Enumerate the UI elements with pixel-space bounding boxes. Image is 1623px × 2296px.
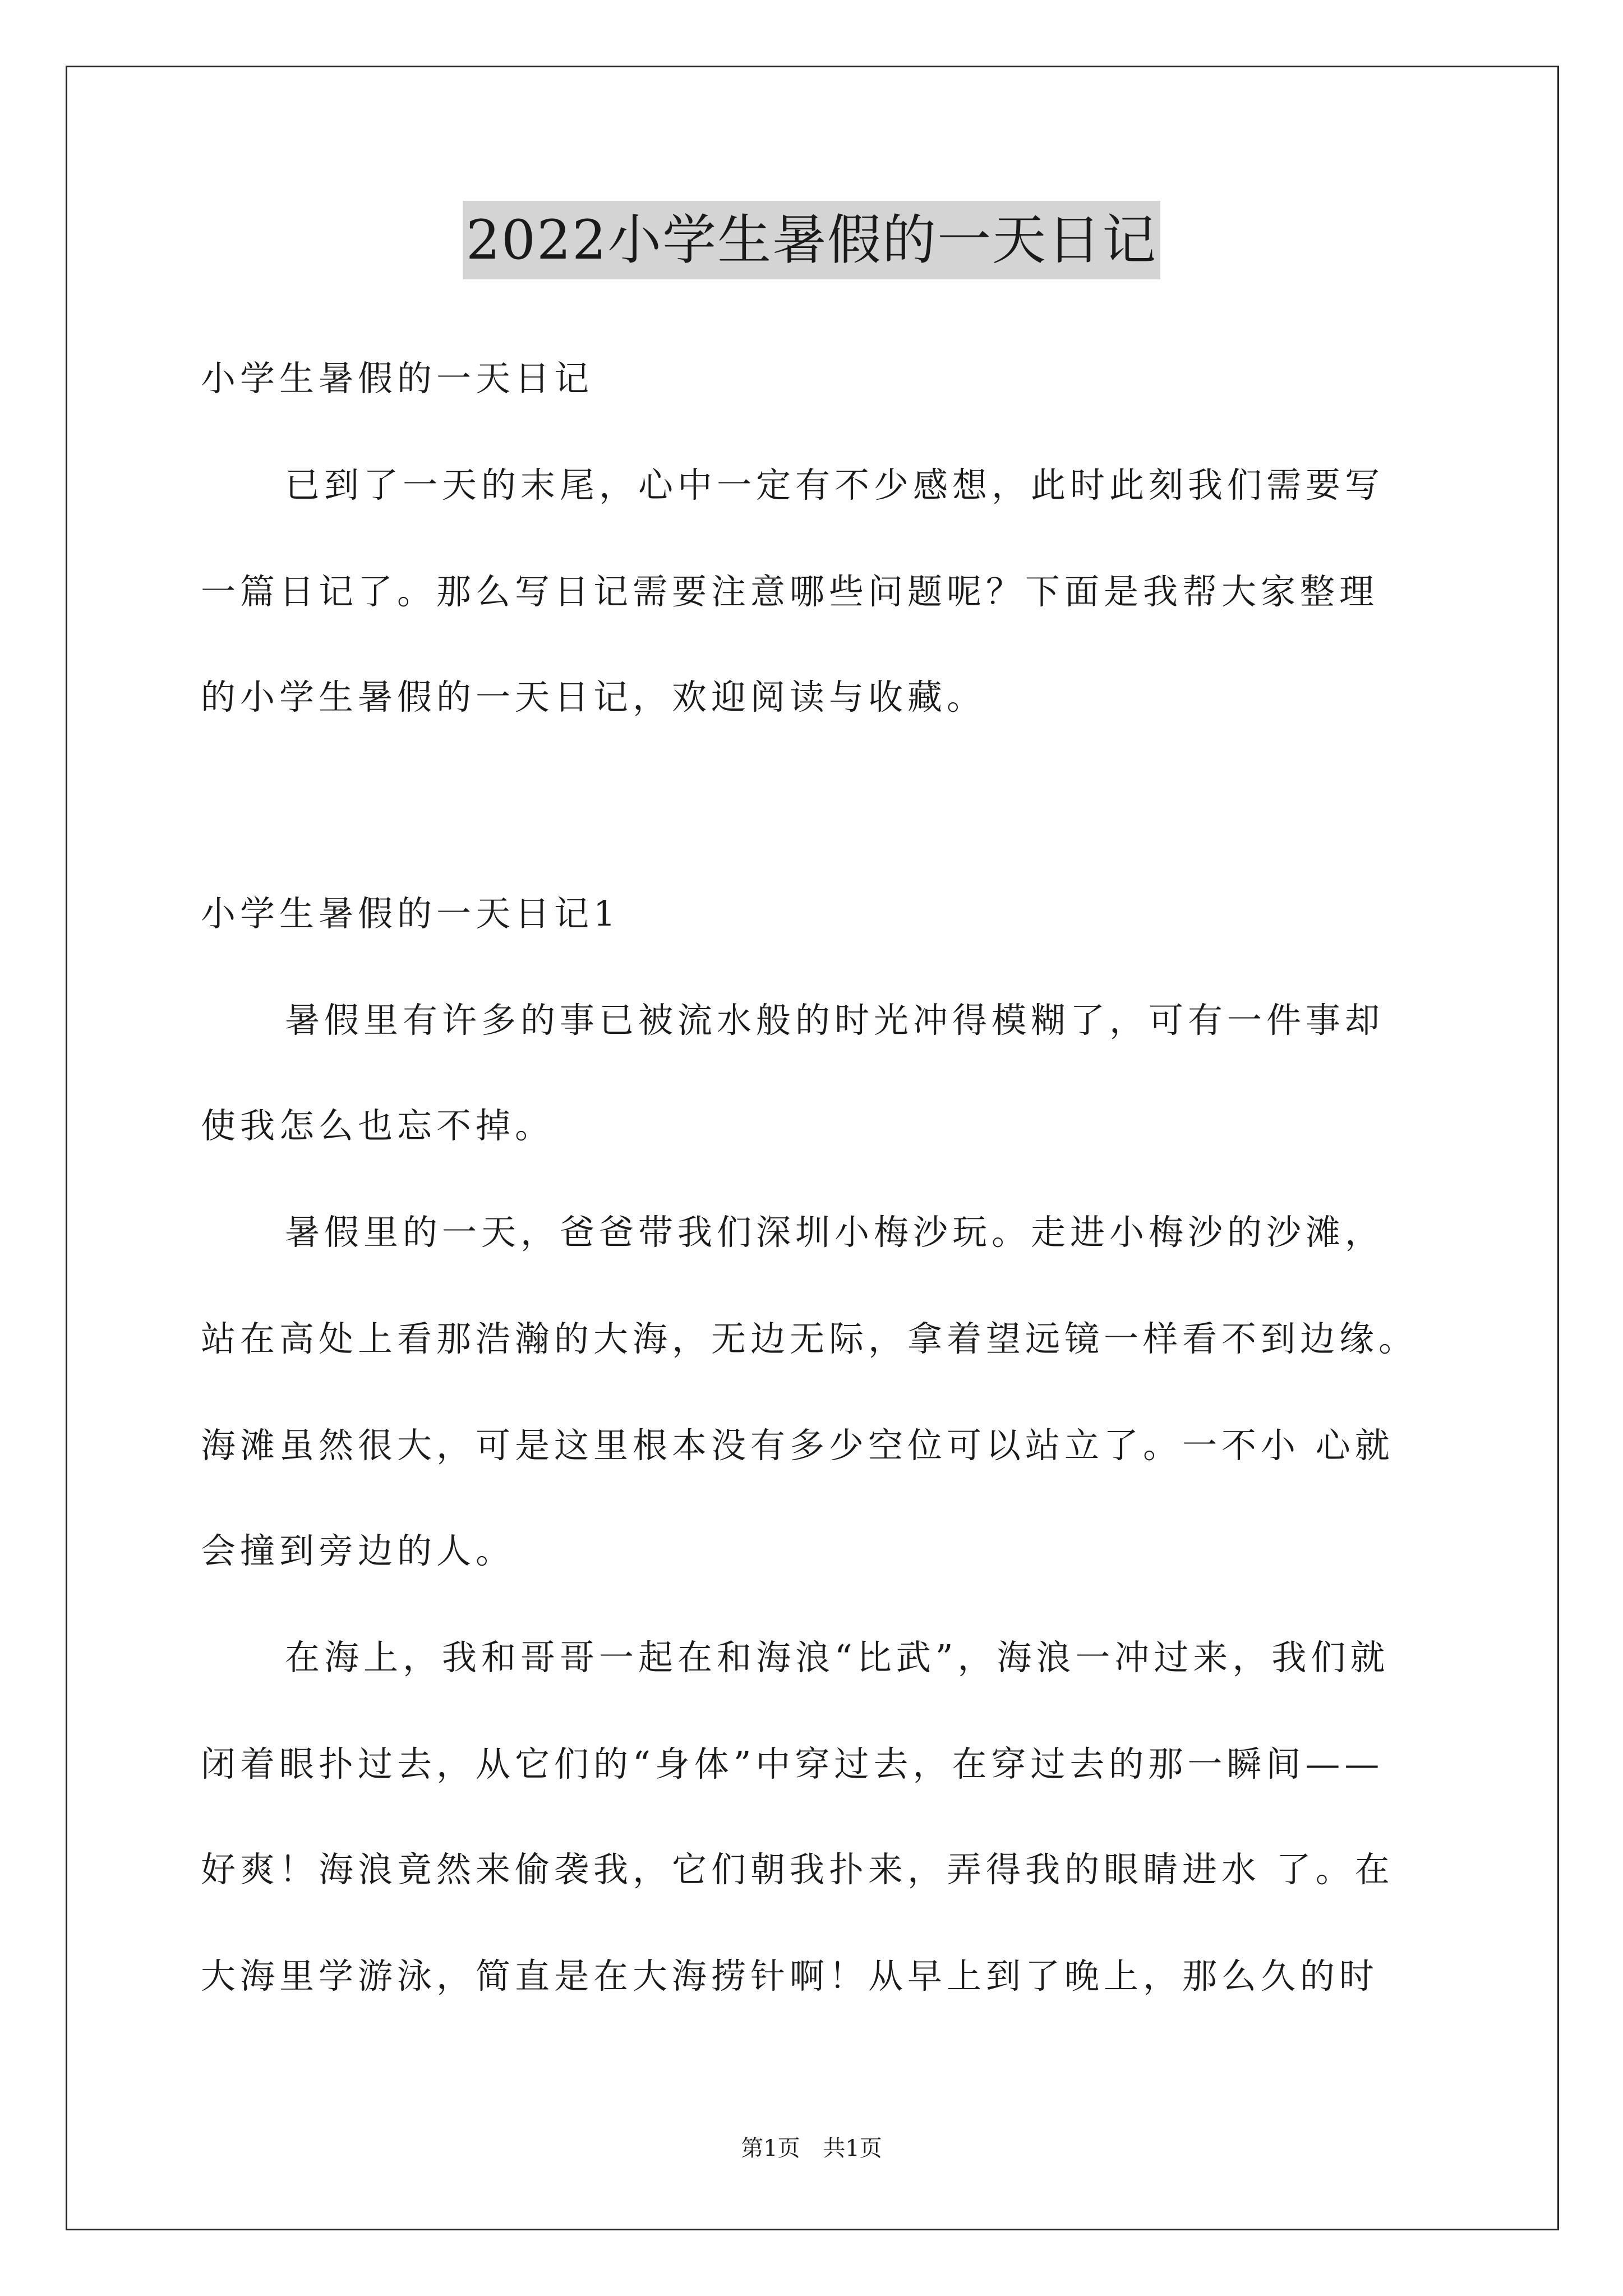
page-footer [0, 2132, 1623, 2165]
section-heading: 小学生暑假的一天日记1 [201, 893, 620, 934]
document-title: 2022小学生暑假的一天日记 [463, 201, 1160, 279]
text-line: 一篇日记了。那么写日记需要注意哪些问题呢？下面是我帮大家整理 [201, 571, 1379, 612]
text-line: 暑假里有许多的事已被流水般的时光冲得模糊了，可有一件事却 [285, 1000, 1385, 1041]
title-container [0, 201, 1623, 279]
text-line: 站在高处上看那浩瀚的大海，无边无际，拿着望远镜一样看不到边缘。 [201, 1318, 1418, 1359]
text-line: 暑假里的一天，爸爸带我们深圳小梅沙玩。走进小梅沙的沙滩， [285, 1212, 1385, 1253]
text-line: 好爽！海浪竟然来偷袭我，它们朝我扑来，弄得我的眼睛进水 了。在 [201, 1849, 1394, 1890]
text-line: 的小学生暑假的一天日记，欢迎阅读与收藏。 [201, 677, 986, 717]
subtitle-line: 小学生暑假的一天日记 [201, 358, 594, 399]
text-line: 在海上，我和哥哥一起在和海浪“比武”，海浪一冲过来，我们就 [285, 1637, 1390, 1678]
text-line: 会撞到旁边的人。 [201, 1530, 515, 1571]
page-number-current: 第1页 [741, 2136, 800, 2161]
text-line: 已到了一天的末尾，心中一定有不少感想，此时此刻我们需要写 [285, 464, 1385, 505]
text-line: 海滩虽然很大，可是这里根本没有多少空位可以站立了。一不小 心就 [201, 1425, 1394, 1466]
text-line: 大海里学游泳，简直是在大海捞针啊！从早上到了晚上，那么久的时 [201, 1955, 1379, 1996]
page-number-total: 共1页 [823, 2136, 882, 2161]
text-line: 使我怎么也忘不掉。 [201, 1105, 555, 1146]
text-line: 闭着眼扑过去，从它们的“身体”中穿过去，在穿过去的那一瞬间—— [201, 1743, 1384, 1784]
